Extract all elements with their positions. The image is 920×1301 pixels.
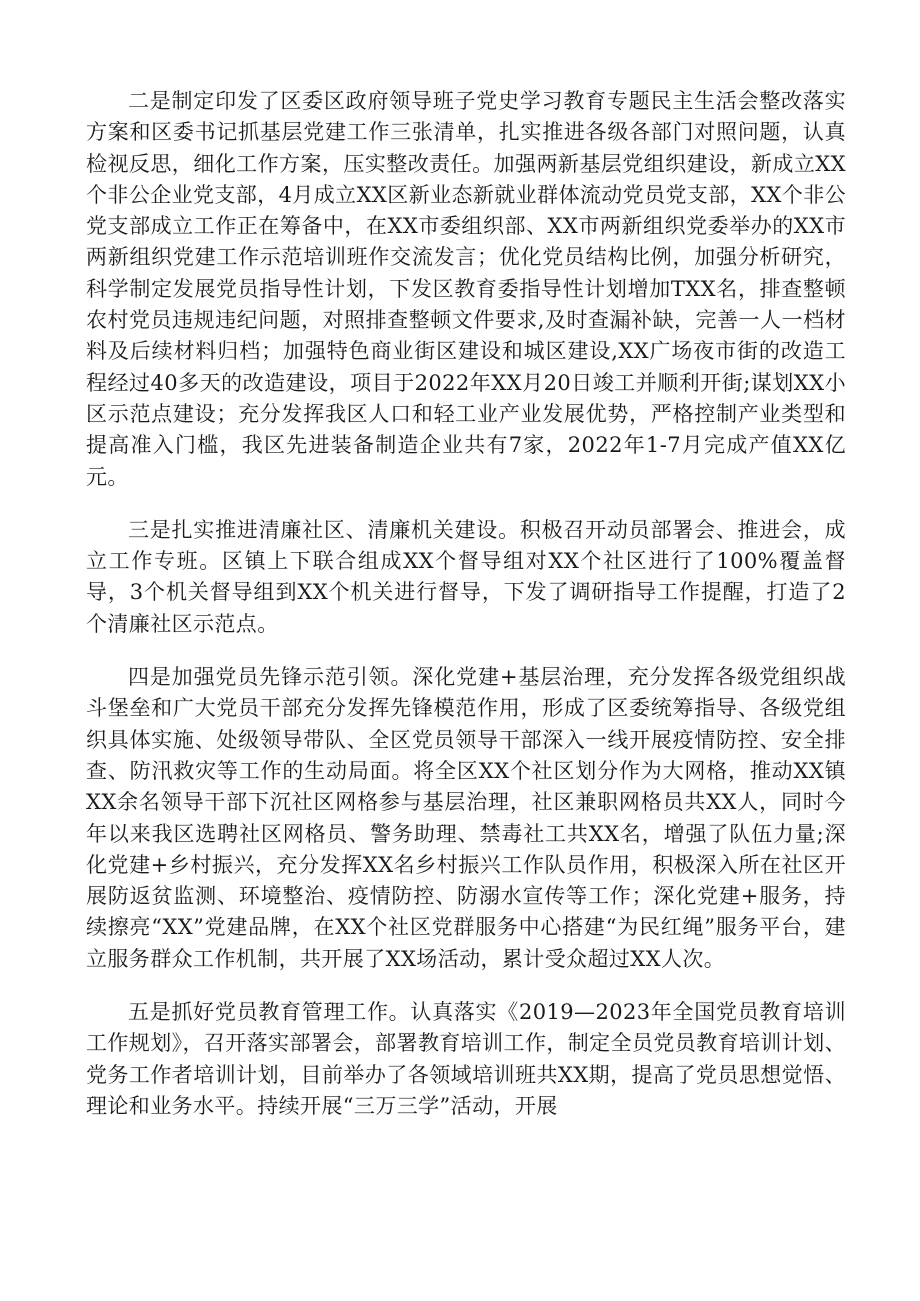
paragraph-5: 五是抓好党员教育管理工作。认真落实《2019—2023年全国党员教育培训工作规划》，召开落实部署会，部署教育培训工作，制定全员党员教育培训计划、党务工作者培训计划，目前举办了各领域培训班共XX期，提高了党员思想觉悟、理论和业务水平。持续开展“三万三学”活动，开展 <box>86 1000 846 1118</box>
document-body <box>86 86 846 1122</box>
paragraph-4: 四是加强党员先锋示范引领。深化党建+基层治理，充分发挥各级党组织战斗堡垒和广大党员干部充分发挥先锋模范作用，形成了区委统筹指导、各级党组织具体实施、处级领导带队、全区党员领导干部深入一线开展疫情防控、安全排查、防汛救灾等工作的生动局面。将全区XX个社区划分作为大网格，推动XX镇XX余名领导干部下沉社区网格参与基层治理，社区兼职网格员共XX人，同时今年以来我区选聘社区网格员、警务助理、禁毒社工共XX名，增强了队伍力量;深化党建+乡村振兴，充分发挥XX名乡村振兴工作队员作用，积极深入所在社区开展防返贫监测、环境整治、疫情防控、防溺水宣传等工作；深化党建+服务，持续擦亮“XX”党建品牌，在XX个社区党群服务中心搭建“为民红绳”服务平台，建立服务群众工作机制，共开展了XX场活动，累计受众超过XX人次。 <box>86 665 846 971</box>
paragraph-2: 二是制定印发了区委区政府领导班子党史学习教育专题民主生活会整改落实方案和区委书记抓基层党建工作三张清单，扎实推进各级各部门对照问题，认真检视反思，细化工作方案，压实整改责任。加强两新基层党组织建设，新成立XX个非公企业党支部，4月成立XX区新业态新就业群体流动党员党支部，XX个非公党支部成立工作正在筹备中，在XX市委组织部、XX市两新组织党委举办的XX市两新组织党建工作示范培训班作交流发言；优化党员结构比例，加强分析研究，科学制定发展党员指导性计划，下发区教育委指导性计划增加TXX名，排查整顿农村党员违规违纪问题，对照排查整顿文件要求,及时查漏补缺，完善一人一档材料及后续材料归档；加强特色商业街区建设和城区建设,XX广场夜市街的改造工程经过40多天的改造建设，项目于2022年XX月20日竣工并顺利开街;谋划XX小区示范点建设；充分发挥我区人口和轻工业产业发展优势，严格控制产业类型和提高准入门槛，我区先进装备制造企业共有7家，2022年1-7月完成产值XX亿元。 <box>86 89 846 489</box>
paragraph-3: 三是扎实推进清廉社区、清廉机关建设。积极召开动员部署会、推进会，成立工作专班。区镇上下联合组成XX个督导组对XX个社区进行了100%覆盖督导，3个机关督导组到XX个机关进行督导，下发了调研指导工作提醒，打造了2个清廉社区示范点。 <box>86 517 846 636</box>
